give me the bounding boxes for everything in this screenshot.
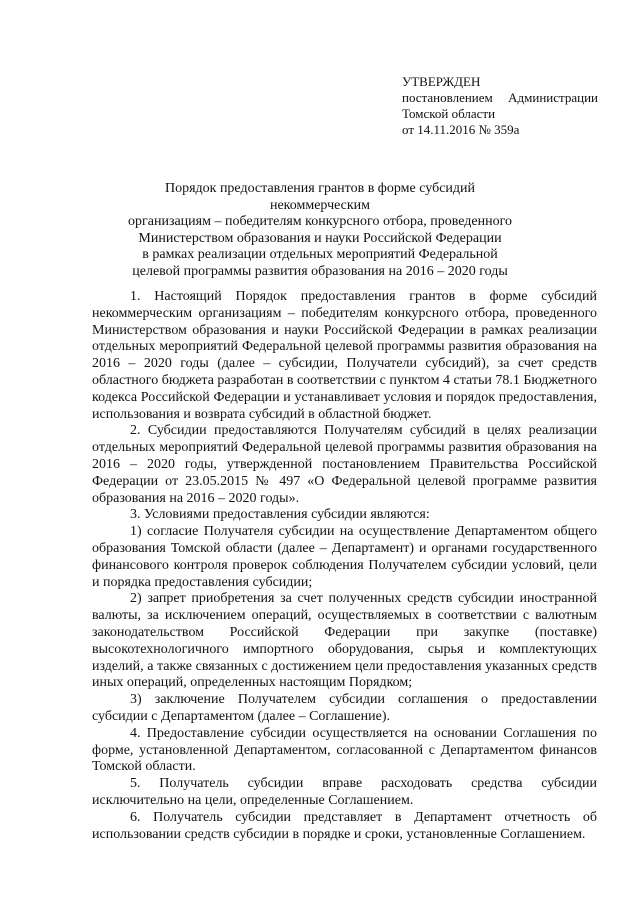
document-title (120, 181, 520, 280)
paragraph-6: 6. Получатель субсидии представляет в Департамент отчетность об использовании средств субсидии в порядке и сроки, установленные Соглашением. (92, 809, 597, 842)
approval-decree-line: постановлением Администрации (402, 90, 598, 105)
paragraph-3: 3. Условиями предоставления субсидии являются: (130, 507, 430, 523)
title-line: организациям – победителям конкурсного отбора, проведенного (128, 214, 512, 229)
approval-date-line: от 14.11.2016 № 359а (402, 122, 520, 137)
paragraph-3-item-3: 3) заключение Получателем субсидии соглашения о предоставлении субсидии с Департаментом (далее – Соглашение). (92, 692, 597, 724)
title-line: в рамках реализации отдельных мероприятий Федеральной (142, 247, 498, 262)
paragraph-3-item-1: 1) согласие Получателя субсидии на осуществление Департаментом общего образования Томской области (далее – Департамент) и органами государственного финансового контроля проверок соблюдения Получателем субсидии условий, цели и порядка предоставления субсидии; (92, 524, 597, 590)
paragraph-5: 5. Получатель субсидии вправе расходовать средства субсидии исключительно на цели, определенные Соглашением. (92, 776, 597, 808)
document-body (92, 289, 597, 843)
paragraph-3-item-2: 2) запрет приобретения за счет полученных средств субсидии иностранной валюты, за исключением операций, осуществляемых в соответствии с валютным законодательством Российской Федерации при закупке (поставке) высокотехнологичного импортного оборудования, сырья и комплектующих изделий, а также связанных с достижением цели предоставления указанных средств иных операций, определенных настоящим Порядком; (92, 591, 597, 691)
approval-authority-line: Томской области (402, 106, 496, 121)
paragraph-2: 2. Субсидии предоставляются Получателям субсидий в целях реализации отдельных мероприятий Федеральной целевой программы развития образования на 2016 – 2020 годы, утвержденной постановлением Правительства Российской Федерации от 23.05.2015 № 497 «О Федеральной целевой программе развития образования на 2016 – 2020 годы». (92, 423, 597, 506)
title-line: Министерством образования и науки Российской Федерации (138, 230, 502, 246)
title-line: Порядок предоставления грантов в форме субсидий некоммерческим (164, 181, 476, 213)
paragraph-1: 1. Настоящий Порядок предоставления грантов в форме субсидий некоммерческим организациям – победителям конкурсного отбора, проведенного Министерством образования и науки Российской Федерации в рамках реализации отдельных мероприятий Федеральной целевой программы развития образования на 2016 – 2020 годы (далее – субсидии, Получатели субсидий), за счет средств областного бюджета разработан в соответствии с пунктом 4 статьи 78.1 Бюджетного кодекса Российской Федерации и устанавливает условия и порядок предоставления, использования и возврата субсидий в областной бюджет. (92, 289, 597, 422)
approval-stamp (402, 74, 598, 138)
title-line: целевой программы развития образования на 2016 – 2020 годы (132, 263, 508, 279)
paragraph-4: 4. Предоставление субсидии осуществляется на основании Соглашения по форме, установленной Департаментом, согласованной с Департаментом финансов Томской области. (92, 725, 597, 775)
approval-heading: УТВЕРЖДЕН (402, 74, 481, 89)
